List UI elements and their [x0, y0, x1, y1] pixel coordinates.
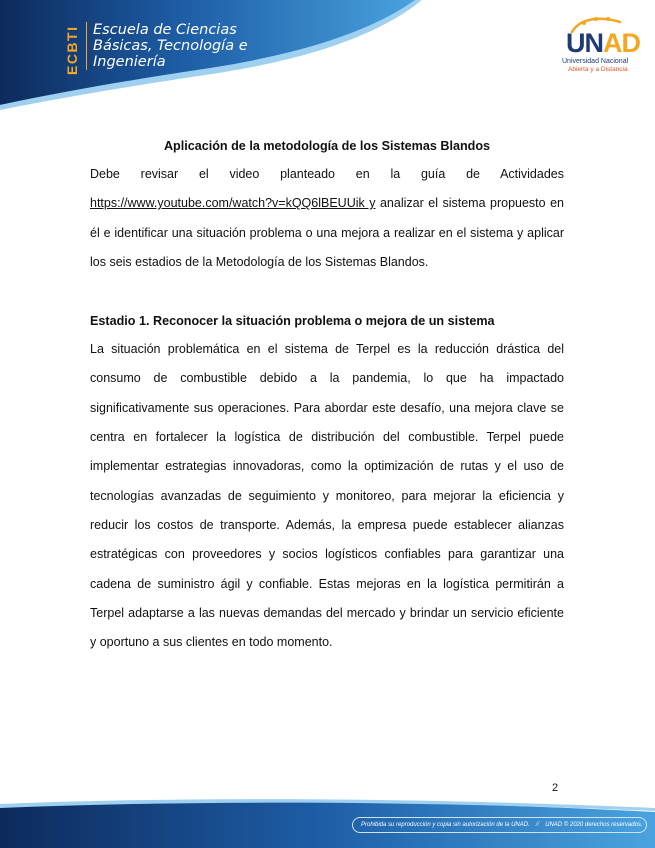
logo-subtitle-1: Universidad Nacional — [562, 58, 629, 65]
intro-paragraph — [90, 160, 564, 277]
logo-subtitle-2: Abierta y a Distancia — [568, 66, 628, 73]
logo-word-accent: AD — [603, 28, 640, 58]
logo-word-main: UN — [566, 28, 603, 58]
footer-copyright: UNAD © 2020 derechos reservados. — [545, 822, 643, 828]
school-name-line-3: Ingeniería — [93, 54, 166, 70]
document-title: Aplicación de la metodología de los Sistemas Blandos — [163, 139, 491, 153]
intro-text-after-link: analizar el sistema propuesto en él e identificar una situación problema o una mejora a realizar en el sistema y aplicar los seis estadios de la Metodología de los Sistemas Blandos. — [90, 196, 564, 269]
logo-wordmark — [566, 28, 640, 59]
section-spacer — [90, 277, 564, 307]
ecbti-label: ECBTI — [64, 25, 80, 75]
footer-separator: // — [535, 822, 540, 828]
document-body — [90, 132, 564, 657]
video-link[interactable]: https://www.youtube.com/watch?v=kQQ6lBEUUik y — [90, 196, 376, 211]
school-name — [86, 22, 248, 70]
footer-notice — [352, 817, 647, 833]
section-body: La situación problemática en el sistema de Terpel es la reducción drástica del consumo de combustible debido a la pandemia, lo que ha impactado significativamente sus operaciones. Para abordar este desafío, una mejora clave se centra en fortalecer la logística de distribución del combustible. Terpel puede implementar estrategias innovadoras, como la optimización de rutas y el uso de tecnologías avanzadas de seguimiento y monitoreo, para mejorar la eficiencia y reducir los costos de transporte. Además, la empresa puede establecer alianzas estratégicas con proveedores y socios logísticos confiables para garantizar una cadena de suministro ágil y confiable. Estas mejoras en la logística permitirán a Terpel adaptarse a las nuevas demandas del mercado y brindar un servicio eficiente y oportuno a sus clientes en todo momento. — [90, 342, 564, 650]
intro-text-before-link: Debe revisar el video planteado en la guía de Actividades — [90, 167, 564, 181]
section-heading: Estadio 1. Reconocer la situación problema o mejora de un sistema — [90, 314, 495, 329]
footer-prohibition: Prohibida su reproducción y copia sin autorización de la UNAD. — [361, 822, 530, 828]
school-name-line-2: Básicas, Tecnología e — [93, 38, 248, 54]
school-branding — [64, 22, 248, 82]
school-name-line-1: Escuela de Ciencias — [93, 22, 237, 38]
unad-logo — [560, 14, 640, 74]
page-number: 2 — [552, 782, 559, 794]
